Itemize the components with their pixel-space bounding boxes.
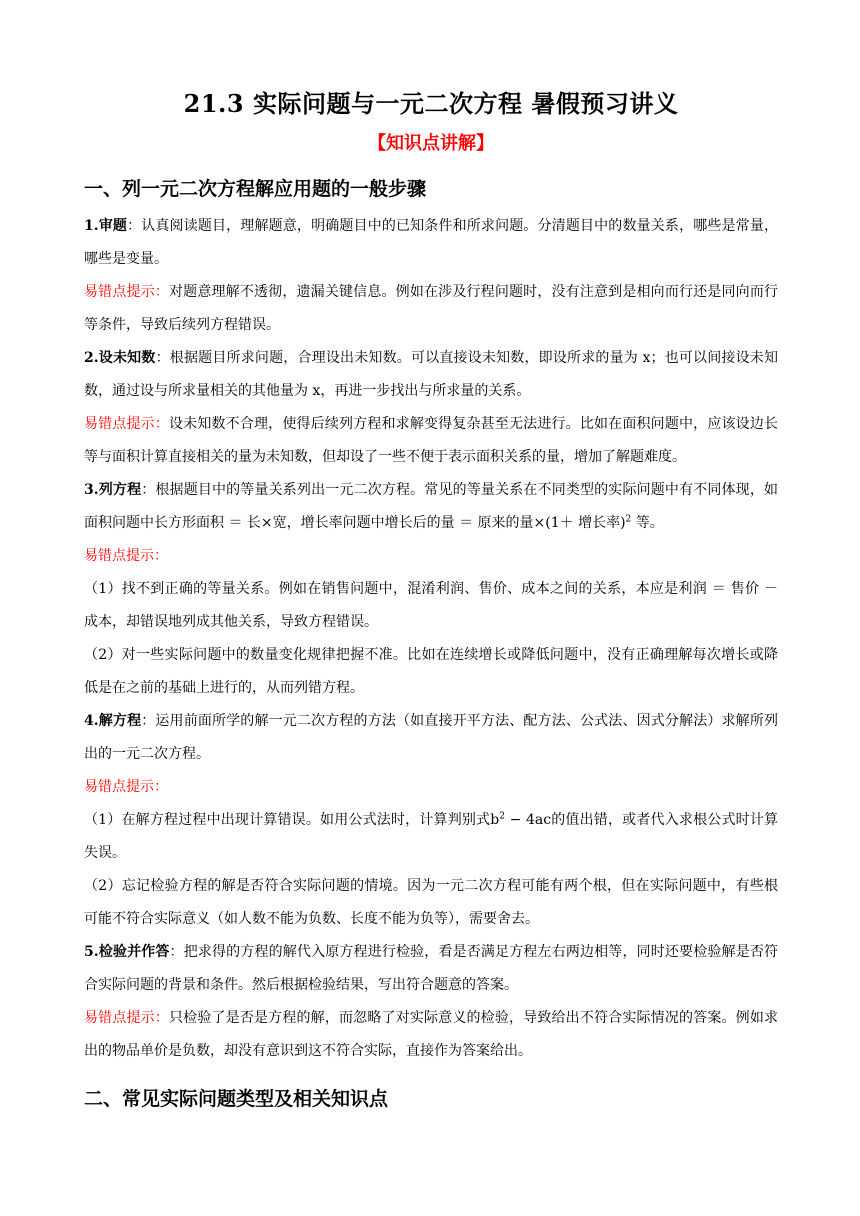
discriminant-base: b bbox=[490, 812, 500, 828]
step4-tip-item2: （2）忘记检验方程的解是否符合实际问题的情境。因为一元二次方程可能有两个根，但在实际问题中，有些根可能不符合实际意义（如人数不能为负数、长度不能为负等），需要舍去。 bbox=[84, 878, 778, 927]
step5-tip bbox=[84, 1002, 778, 1068]
page-title: 21.3 实际问题与一元二次方程 暑假预习讲义 bbox=[183, 89, 679, 118]
section1-heading: 一、列一元二次方程解应用题的一般步骤 bbox=[84, 178, 427, 200]
step5-tip-text: 只检验了是否是方程的解，而忽略了对实际意义的检验，导致给出不符合实际情况的答案。例如求出的物品单价是负数，却没有意识到这不符合实际，直接作为答案给出。 bbox=[84, 1010, 778, 1059]
step2-tip-label: 易错点提示： bbox=[84, 416, 169, 432]
step3-tip-item1: （1）找不到正确的等量关系。例如在销售问题中，混淆利润、售价、成本之间的关系，本应是利润 ＝ 售价 － 成本，却错误地列成其他关系，导致方程错误。 bbox=[84, 581, 778, 630]
step4-label: 4.解方程 bbox=[84, 713, 142, 729]
subtitle: 【知识点讲解】 bbox=[368, 133, 494, 154]
step3-label: 3.列方程 bbox=[84, 482, 142, 498]
step5-text: ：把求得的方程的解代入原方程进行检验，看是否满足方程左右两边相等，同时还要检验解是否符合实际问题的背景和条件。然后根据检验结果，写出符合题意的答案。 bbox=[84, 944, 778, 993]
step2-tip bbox=[84, 408, 778, 474]
discriminant-exponent: 2 bbox=[499, 811, 505, 822]
step5-label: 5.检验并作答 bbox=[84, 944, 170, 960]
step2-label: 2.设未知数 bbox=[84, 350, 156, 366]
step4-text: ：运用前面所学的解一元二次方程的方法（如直接开平方法、配方法、公式法、因式分解法）求解所列出的一元二次方程。 bbox=[84, 713, 778, 762]
step1-text: ：认真阅读题目，理解题意，明确题目中的已知条件和所求问题。分清题目中的数量关系，哪些是常量，哪些是变量。 bbox=[84, 218, 778, 267]
step2-tip-text: 设未知数不合理，使得后续列方程和求解变得复杂甚至无法进行。比如在面积问题中，应该设边长等与面积计算直接相关的量为未知数，但却设了一些不便于表示面积关系的量，增加了解题难度。 bbox=[84, 416, 778, 465]
document-page bbox=[84, 84, 778, 1120]
step3-tip-label: 易错点提示： bbox=[84, 548, 168, 564]
step3-superscript: 2 bbox=[625, 514, 632, 525]
step1-tip-label: 易错点提示： bbox=[84, 284, 169, 300]
step4-tip-item1 bbox=[84, 804, 778, 870]
step1-tip-text: 对题意理解不透彻，遗漏关键信息。例如在涉及行程问题时，没有注意到是相向而行还是同向而行等条件，导致后续列方程错误。 bbox=[84, 284, 778, 333]
step5-paragraph bbox=[84, 936, 778, 1002]
step4-item1-text-a: （1）在解方程过程中出现计算错误。如用公式法时，计算判别式 bbox=[84, 812, 491, 828]
step1-tip bbox=[84, 276, 778, 342]
step5-tip-label: 易错点提示： bbox=[84, 1010, 169, 1026]
step3-paragraph bbox=[84, 474, 778, 540]
step3-text-a: ：根据题目中的等量关系列出一元二次方程。常见的等量关系在不同类型的实际问题中有不同体现，如面积问题中长方形面积 ＝ 长×宽，增长率问题中增长后的量 ＝ 原来的量×(1＋ 增长率) bbox=[84, 482, 778, 531]
step4-tip-label: 易错点提示： bbox=[84, 779, 168, 795]
step3-tip-item2: （2）对一些实际问题中的数量变化规律把握不准。比如在连续增长或降低问题中，没有正确理解每次增长或降低是在之前的基础上进行的，从而列错方程。 bbox=[84, 647, 778, 696]
step1-paragraph bbox=[84, 210, 778, 276]
step1-label: 1.审题 bbox=[84, 218, 128, 234]
step2-text: ：根据题目所求问题，合理设出未知数。可以直接设未知数，即设所求的量为 x；也可以间接设未知数，通过设与所求量相关的其他量为 x，再进一步找出与所求量的关系。 bbox=[84, 350, 778, 399]
discriminant-formula bbox=[490, 812, 551, 828]
step4-item1-text-b: 的值出错，或者代入求根公式时计算失误。 bbox=[84, 812, 779, 861]
step4-paragraph bbox=[84, 705, 778, 771]
discriminant-rest: − 4ac bbox=[504, 812, 552, 828]
section2-heading: 二、常见实际问题类型及相关知识点 bbox=[84, 1088, 389, 1110]
step3-text-b: 等。 bbox=[631, 515, 664, 531]
step2-paragraph bbox=[84, 342, 778, 408]
